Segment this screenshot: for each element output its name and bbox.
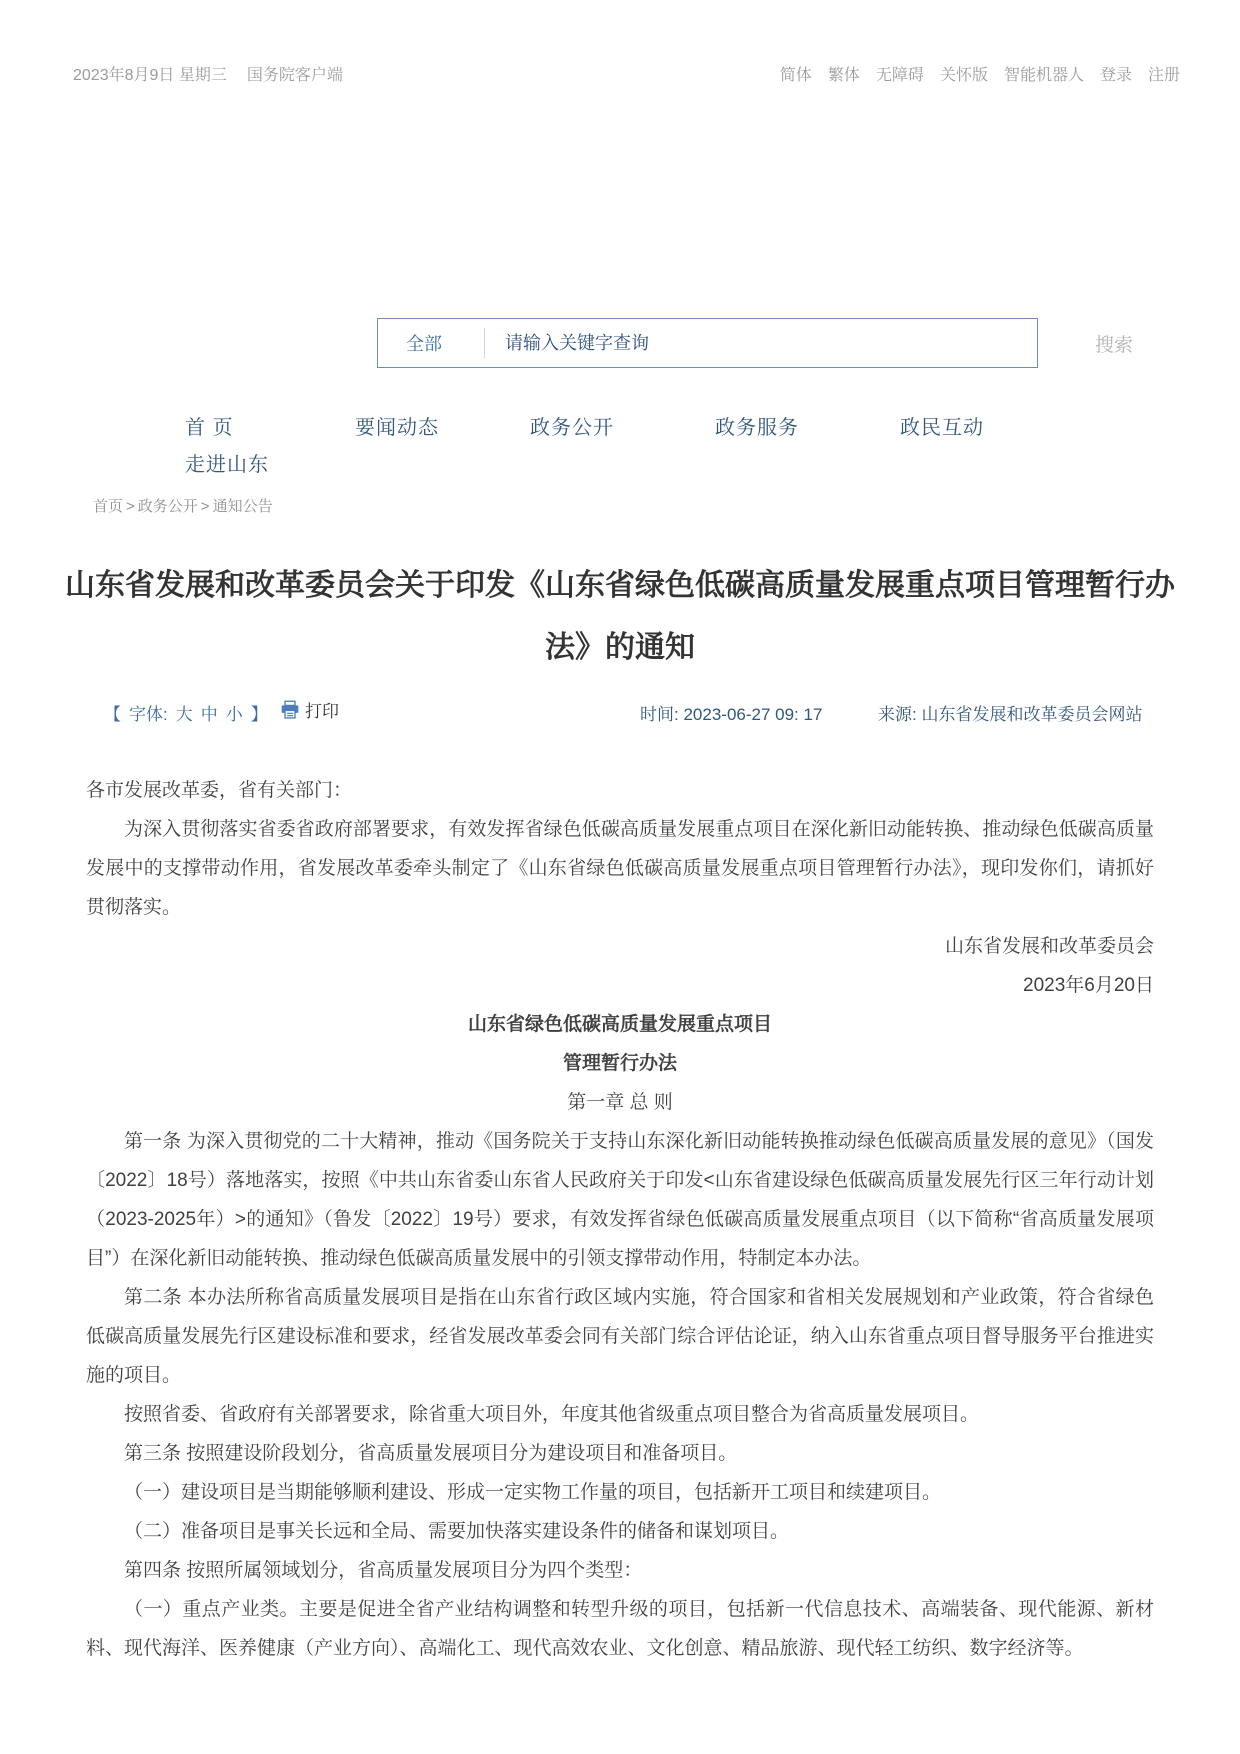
search-category-dropdown[interactable]: 全部 bbox=[406, 334, 442, 354]
nav-item-into-shandong[interactable]: 走进山东 bbox=[185, 454, 269, 476]
signature-agency: 山东省发展和改革委员会 bbox=[944, 936, 1154, 957]
font-size-large-button[interactable]: 大 bbox=[175, 705, 193, 724]
link-care-version[interactable]: 关怀版 bbox=[939, 67, 988, 84]
paragraph: 按照省委、省政府有关部署要求，除省重大项目外，年度其他省级重点项目整合为省高质量发展项目。 bbox=[124, 1404, 980, 1425]
nav-item-gov-affairs-open[interactable]: 政务公开 bbox=[530, 417, 614, 439]
paragraph-item-1: （一）重点产业类。主要是促进全省产业结构调整和转型升级的项目，包括新一代信息技术、高端装备、现代能源、新材料、现代海洋、医养健康（产业方向）、高端化工、现代高效农业、文化创意、精品旅游、现代轻工纺织、数字经济等。 bbox=[86, 1599, 1154, 1659]
search-button[interactable]: 搜索 bbox=[1095, 335, 1134, 356]
nav-item-news[interactable]: 要闻动态 bbox=[355, 417, 439, 439]
time-value: 2023-06-27 09: 17 bbox=[683, 705, 823, 724]
font-size-medium-button[interactable]: 中 bbox=[200, 705, 218, 724]
paragraph: 为深入贯彻落实省委省政府部署要求，有效发挥省绿色低碳高质量发展重点项目在深化新旧动能转换、推动绿色低碳高质量发展中的支撑带动作用，省发展改革委牵头制定了《山东省绿色低碳高质量发展重点项目管理暂行办法》，现印发你们，请抓好贯彻落实。 bbox=[86, 819, 1154, 918]
link-smart-robot[interactable]: 智能机器人 bbox=[1003, 67, 1084, 84]
source-value: 山东省发展和改革委员会网站 bbox=[921, 705, 1143, 724]
link-traditional[interactable]: 繁体 bbox=[827, 67, 860, 84]
print-button[interactable] bbox=[280, 697, 339, 722]
article-body bbox=[86, 771, 1154, 1668]
breadcrumb-notices[interactable]: 通知公告 bbox=[212, 498, 273, 515]
paragraph-item-2: （二）准备项目是事关长远和全局、需要加快落实建设条件的储备和谋划项目。 bbox=[124, 1521, 790, 1542]
source bbox=[878, 700, 1142, 725]
paragraph-item-1: （一）建设项目是当期能够顺利建设、形成一定实物工作量的项目，包括新开工项目和续建项目。 bbox=[124, 1482, 942, 1503]
font-size-small-button[interactable]: 小 bbox=[225, 705, 243, 724]
time-label: 时间: bbox=[640, 705, 679, 724]
font-size-label: 字体: bbox=[129, 705, 168, 724]
nav-item-gov-services[interactable]: 政务服务 bbox=[715, 417, 799, 439]
top-utility-bar bbox=[73, 62, 1180, 85]
current-date: 2023年8月9日 星期三 bbox=[73, 67, 227, 84]
state-council-client-link[interactable]: 国务院客户端 bbox=[246, 67, 343, 84]
topbar-links bbox=[780, 62, 1180, 85]
link-register[interactable]: 注册 bbox=[1147, 67, 1180, 84]
source-label: 来源: bbox=[878, 705, 917, 724]
breadcrumb-gov-open[interactable]: 政务公开 bbox=[137, 498, 198, 515]
print-label: 打印 bbox=[305, 702, 339, 721]
nav-item-home[interactable]: 首 页 bbox=[185, 417, 234, 439]
link-login[interactable]: 登录 bbox=[1099, 67, 1132, 84]
link-simplified[interactable]: 简体 bbox=[779, 67, 812, 84]
document-title-line1: 山东省绿色低碳高质量发展重点项目 bbox=[467, 1014, 772, 1035]
font-bracket-close: 】 bbox=[250, 705, 268, 724]
paragraph-salutation: 各市发展改革委，省有关部门： bbox=[86, 780, 353, 801]
breadcrumb-home[interactable]: 首页 bbox=[93, 498, 124, 515]
topbar-left bbox=[73, 62, 343, 85]
printer-icon bbox=[280, 700, 300, 720]
chapter-heading: 第一章 总 则 bbox=[567, 1092, 673, 1113]
breadcrumb-separator: > bbox=[126, 498, 135, 515]
paragraph-article-1: 第一条 为深入贯彻党的二十大精神，推动《国务院关于支持山东深化新旧动能转换推动绿色低碳高质量发展的意见》（国发〔2022〕18号）落地落实，按照《中共山东省委山东省人民政府关于印发<山东省建设绿色低碳高质量发展先行区三年行动计划（2023-2025年）>的通知》（鲁发〔2022〕19号）要求，有效发挥省绿色低碳高质量发展重点项目（以下简称“省高质量发展项目”）在深化新旧动能转换、推动绿色低碳高质量发展中的引领支撑带动作用，特制定本办法。 bbox=[86, 1131, 1154, 1269]
search-box bbox=[377, 318, 1038, 368]
breadcrumb bbox=[93, 495, 273, 516]
search-input[interactable] bbox=[485, 333, 1037, 354]
signature-date: 2023年6月20日 bbox=[1023, 975, 1154, 996]
font-bracket-open: 【 bbox=[104, 705, 121, 724]
nav-item-public-interaction[interactable]: 政民互动 bbox=[900, 417, 984, 439]
link-accessibility[interactable]: 无障碍 bbox=[875, 67, 924, 84]
paragraph-article-3: 第三条 按照建设阶段划分，省高质量发展项目分为建设项目和准备项目。 bbox=[124, 1443, 738, 1464]
breadcrumb-separator: > bbox=[200, 498, 210, 515]
paragraph-article-4: 第四条 按照所属领域划分，省高质量发展项目分为四个类型： bbox=[124, 1560, 643, 1581]
article-meta bbox=[0, 697, 1240, 727]
publish-time bbox=[640, 700, 822, 725]
paragraph-article-2: 第二条 本办法所称省高质量发展项目是指在山东省行政区域内实施，符合国家和省相关发展规划和产业政策，符合省绿色低碳高质量发展先行区建设标准和要求，经省发展改革委会同有关部门综合评估论证，纳入山东省重点项目督导服务平台推进实施的项目。 bbox=[86, 1287, 1154, 1386]
document-title-line2: 管理暂行办法 bbox=[562, 1053, 677, 1074]
page-title: 山东省发展和改革委员会关于印发《山东省绿色低碳高质量发展重点项目管理暂行办法》的通知 bbox=[65, 569, 1175, 665]
font-size-control bbox=[100, 700, 272, 725]
